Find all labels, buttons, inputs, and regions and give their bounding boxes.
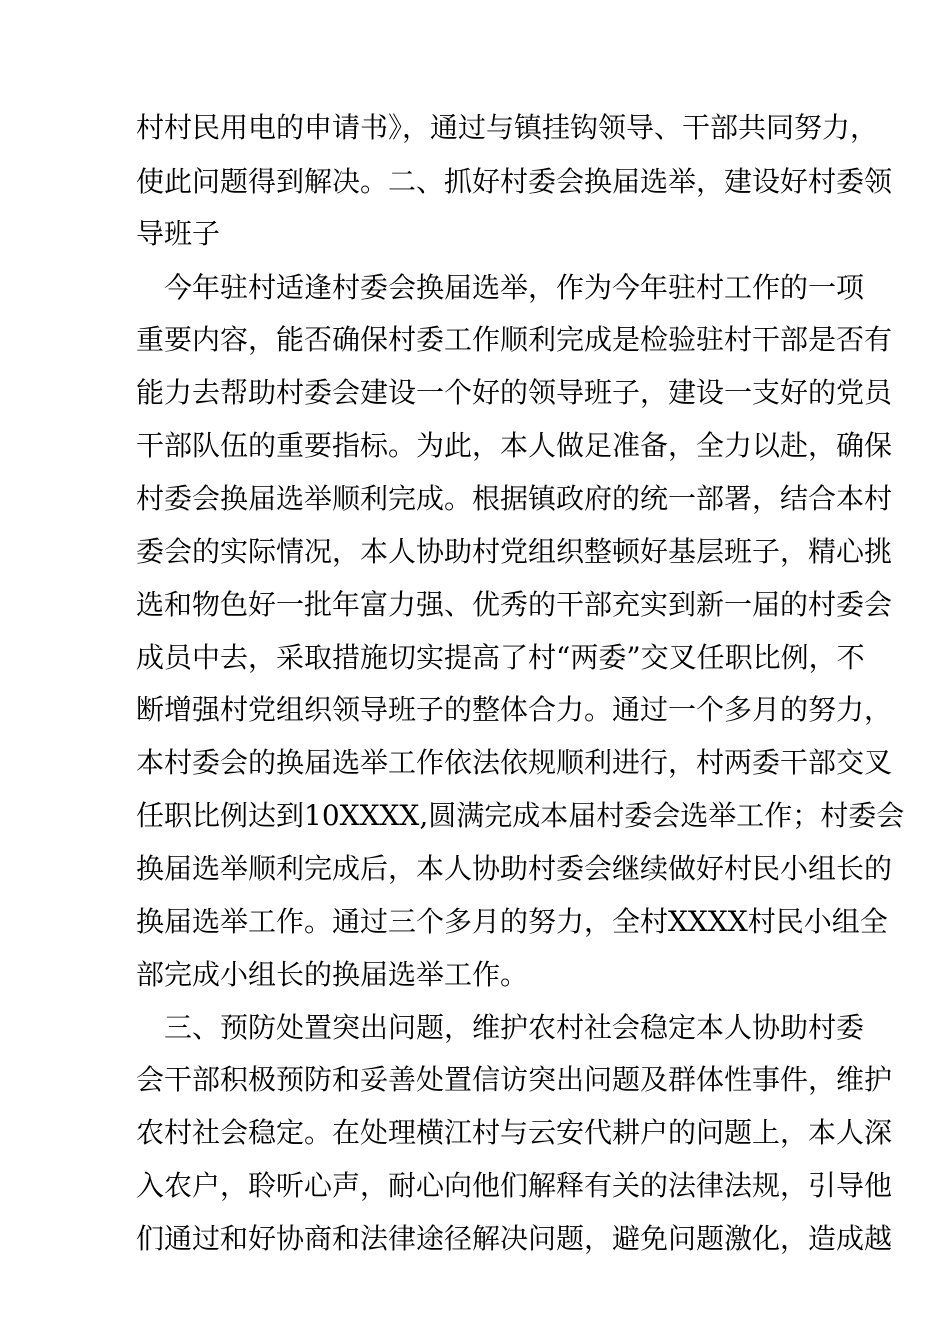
text-line: 任职比例达到10XXXX,圆满完成本届村委会选举工作；村委会	[136, 799, 905, 832]
text-line: 会干部积极预防和妥善处置信访突出问题及群体性事件，维护	[136, 1063, 893, 1096]
text-line: 换届选举顺利完成后，本人协助村委会继续做好村民小组长的	[136, 852, 893, 885]
text-line: 农村社会稳定。在处理横江村与云安代耕户的问题上，本人深	[136, 1116, 893, 1149]
text-line: 入农户，聆听心声，耐心向他们解释有关的法律法规，引导他	[136, 1169, 893, 1202]
text-line: 村委会换届选举顺利完成。根据镇政府的统一部署，结合本村	[136, 482, 893, 515]
text-line: 成员中去，采取措施切实提高了村“两委”交叉任职比例，不	[136, 641, 865, 674]
text-line: 使此问题得到解决。二、抓好村委会换届选举，建设好村委领	[136, 165, 893, 198]
text-line: 本村委会的换届选举工作依法依规顺利进行，村两委干部交叉	[136, 746, 893, 779]
text-line: 部完成小组长的换届选举工作。	[136, 958, 529, 991]
text-line: 村村民用电的申请书》，通过与镇挂钩领导、干部共同努力，	[136, 111, 879, 144]
text-line: 委会的实际情况，本人协助村党组织整顿好基层班子，精心挑	[136, 535, 893, 568]
text-line: 导班子	[136, 217, 221, 250]
text-line: 换届选举工作。通过三个多月的努力，全村XXXX村民小组全	[136, 905, 888, 938]
paragraph-first-line: 三、预防处置突出问题，维护农村社会稳定本人协助村委	[164, 1011, 865, 1044]
text-line: 干部队伍的重要指标。为此，本人做足准备，全力以赴，确保	[136, 429, 893, 462]
text-line: 能力去帮助村委会建设一个好的领导班子，建设一支好的党员	[136, 376, 893, 409]
text-line: 重要内容，能否确保村委工作顺利完成是检验驻村干部是否有	[136, 323, 893, 356]
paragraph-first-line: 今年驻村适逢村委会换届选举，作为今年驻村工作的一项	[164, 271, 865, 304]
text-line: 选和物色好一批年富力强、优秀的干部充实到新一届的村委会	[136, 588, 893, 621]
text-line: 们通过和好协商和法律途径解决问题，避免问题激化，造成越	[136, 1222, 893, 1255]
text-line: 断增强村党组织领导班子的整体合力。通过一个多月的努力，	[136, 693, 893, 726]
